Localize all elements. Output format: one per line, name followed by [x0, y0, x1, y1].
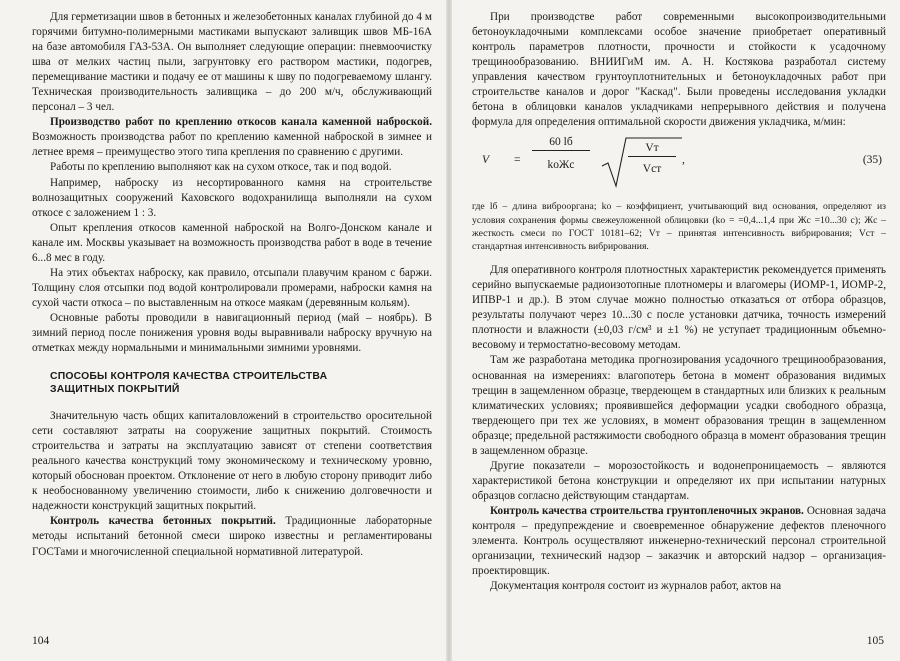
paragraph-floating-crane: На этих объектах наброску, как правило, отсыпали плавучим краном с баржи. Толщину слоя отсыпки под водой контролировали промерами, наброски камня на сухой части откоса – по выставленным на откосе маякам (деревянным кольям).: [32, 266, 432, 309]
paragraph-sealing-joints: Для герметизации швов в бетонных и железобетонных каналах глубиной до 4 м горячими битумно-полимерными мастиками выпускают заливщик швов МБ-16А на базе автомобиля ГАЗ-53А. Он выполняет следующие операции: пневмоочистку шва от мелких частиц пыли, загрунтовку его раствором мастики, подогрев, перемещивание мастики и подачу ее от машины к шву по подогреваемому шлангу. Техническая производительность заливщика – до 200 м/ч, обслуживающий персонал – 3 чел.: [32, 11, 432, 114]
paragraph-film-screens: [472, 504, 886, 579]
formula-comma: ,: [682, 154, 685, 167]
formula-equals: =: [514, 154, 521, 167]
formula-35: [472, 136, 886, 192]
paragraph-modern-complexes: При производстве работ современными высокопроизводительными бетоноукладочными комплексами особое значение приобретает оперативный контроль параметров плотности, прочности и стойкости к усадочному трещинообразованию. ВНИИГиМ им. А. Н. Костякова разработал систему управления качеством грунтоуплотнительных и бетоноукладочных работ при строительстве каналов и дорог "Каскад". Были проведены исследования укладки бетона в облицовки каналов укладчиками непрерывного действия и получена формула для определения оптимальной скорости движения укладчика, м/мин:: [472, 11, 886, 129]
paragraph-radioisotope: Для оперативного контроля плотностных характеристик рекомендуется применять серийно выпускаемые радиоизотопные плотномеры и влагомеры (ИОМР-1, ИОМР-2, ИПВР-1 и др.). В этом случае можно полностью отказаться от отбора образцов, результаты получают через 10...30 с после установки датчика, точность измерений плотности и влажности (±0,03 г/см³ и ±1 %) не уступает традиционным объемно-весовому и термостатно-весовому методам.: [472, 264, 886, 352]
formula-numerator-1: 60 lб: [532, 136, 590, 151]
left-page: [0, 0, 446, 661]
paragraph-stone-revetment: [32, 115, 432, 160]
paragraph-capital-investment: Значительную часть общих капиталовложений в строительство оросительной сети составляют затраты на сооружение защитных покрытий. Стоимость строительства и затраты на эксплуатацию зависят от степени соответствия реального качества конструкций тому экономическому и техническому уровню, который обоснован проектом. Отклонение от него в любую сторону приводит либо к необоснованному увеличению стоимости, либо к снижению долговечности и надежности конструкций защитных покрытий.: [32, 410, 432, 513]
paragraph-kakhovka: Например, наброску из несортированного камня на строительстве волнозащитных сооружений Каховского водохранилища выполняли на сухом откосе с заложением 1 : 3.: [32, 176, 432, 219]
paragraph-volga-don: Опыт крепления откосов каменной наброской на Волго-Донском канале и канале им. Москвы указывает на возможность производства работ в воде в течение 6...8 мес в году.: [32, 221, 432, 264]
run-in-heading-stone-revetment: Производство работ по креплению откосов канала каменной наброской.: [50, 116, 432, 129]
formula-denominator-1: kоЖс: [547, 159, 575, 172]
formula-legend: где lб – длина виброоргана; kо – коэффициент, учитывающий вид основания, определяют из условия сохранения формы свежеуложенной облицовки (kо = =0,4...1,4 при Жс =10...30 с); Жс – жесткость смеси по ГОСТ 10181–62; Vт – принятая интенсивность вибрирования; Vст – стандартная интенсивность вибрирования.: [472, 201, 886, 252]
paragraph-navigation-period: Основные работы проводили в навигационный период (май – ноябрь). В зимний период после понижения уровня воды выравнивали наброску вручную на отметках между нормальными и минимальными зимними уровнями.: [32, 311, 432, 355]
paragraph-stone-revetment-text: Возможность производства работ по креплению каменной наброской в зимнее и летнее время – преимущество этого типа крепления по сравнению с другими.: [32, 131, 432, 159]
section-heading: [50, 370, 432, 396]
paragraph-crack-forecast: Там же разработана методика прогнозирования усадочного трещинообразования, основанная на измерениях: влагопотерь бетона в момент образования видимых трещин в защемленном образце, твердеющем в стандартных или близких к реальным климатических условиях; проявившейся деформации усадки свободного образца, твердеющего при тех же условиях, в момент образования трещин в защемленном образце; предельной растяжимости свободного образца в момент образования трещин в защемленном образце.: [472, 354, 886, 457]
paragraph-dry-underwater: Работы по креплению выполняют как на сухом откосе, так и под водой.: [50, 161, 392, 174]
paragraph-other-indicators: Другие показатели – морозостойкость и водонепроницаемость – являются характеристикой бетона конструкции и определяют их при испытании натурных образцов согласно действующим стандартам.: [472, 459, 886, 502]
run-in-heading-film-screens: Контроль качества строительства грунтопленочных экранов.: [490, 504, 804, 517]
paragraph-concrete-control-text: Традиционные лабораторные методы испытаний бетонной смеси широко известны и регламентированы ГОСТами и многочисленной специальной нормативной литературой.: [32, 515, 433, 558]
formula-numerator-2: Vт: [628, 136, 676, 157]
paragraph-concrete-control: [32, 514, 432, 559]
paragraph-documentation: Документация контроля состоит из журналов работ, актов на: [490, 580, 782, 593]
paragraph-film-screens-text: Основная задача контроля – предупреждение и своевременное обнаружение дефектов пленочного элемента. Контроль осуществляют инженерно-технический персонал строительной организации, технический надзор – заказчик и авторский надзор – организация-проектировщик.: [472, 504, 886, 578]
run-in-heading-concrete-control: Контроль качества бетонных покрытий.: [50, 515, 276, 528]
formula-denominator-2: Vст: [642, 163, 662, 176]
right-page: [452, 0, 900, 661]
page-number-right: 105: [866, 635, 884, 647]
formula-fraction-1: [532, 136, 590, 171]
page-number-left: 104: [32, 635, 50, 647]
formula-fraction-2: [628, 136, 676, 175]
equation-number: (35): [862, 154, 882, 167]
section-heading-line-1: СПОСОБЫ КОНТРОЛЯ КАЧЕСТВА СТРОИТЕЛЬСТВА: [50, 371, 328, 383]
section-heading-line-2: ЗАЩИТНЫХ ПОКРЫТИЙ: [50, 384, 180, 396]
formula-lhs: V: [482, 154, 490, 167]
